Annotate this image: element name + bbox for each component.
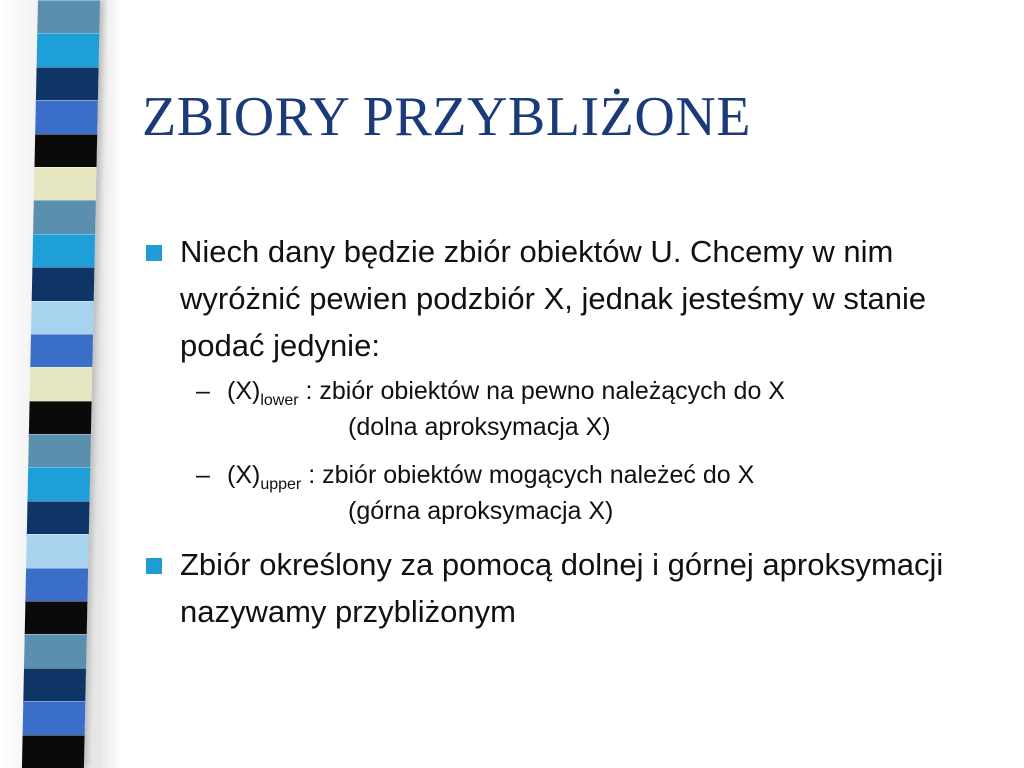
strip-band	[37, 0, 100, 35]
strip-band	[31, 301, 94, 336]
bullet-item	[140, 541, 1000, 635]
strip-band	[32, 267, 95, 302]
bullet-text: Niech dany będzie zbiór obiektów U. Chcemy w nim wyróżnić pewien podzbiór X, jednak jesteśmy w stanie podać jedynie:	[180, 234, 927, 363]
strip-band	[27, 467, 90, 502]
strip-band	[23, 701, 86, 736]
strip-band	[30, 367, 93, 402]
strip-band	[33, 200, 96, 235]
strip-band	[36, 67, 99, 102]
sub-bullet-subscript: upper	[260, 476, 302, 493]
strip-band	[28, 434, 91, 469]
sub-bullet-subscript: lower	[260, 392, 299, 409]
strip-band	[23, 668, 86, 703]
strip-band	[35, 100, 98, 135]
sub-bullet-note: (górna aproksymacja X)	[348, 497, 614, 525]
bullet-text: Zbiór określony za pomocą dolnej i górnej aproksymacji nazywamy przybliżonym	[180, 547, 944, 629]
dash-bullet-icon: –	[196, 377, 210, 405]
slide-content	[140, 228, 1000, 635]
square-bullet-icon	[146, 245, 162, 261]
strip-band	[34, 167, 97, 202]
strip-band	[34, 134, 97, 169]
sub-bullet-item	[140, 457, 1000, 529]
strip-band	[37, 33, 100, 68]
sub-bullet-term: (X)	[227, 461, 261, 489]
strip-band	[29, 401, 92, 436]
strip-band	[22, 735, 85, 768]
sub-bullet-description: : zbiór obiektów mogących należeć do X	[301, 461, 755, 489]
strip-band	[27, 501, 90, 536]
sub-bullet-note: (dolna aproksymacja X)	[348, 413, 611, 441]
strip-band	[25, 601, 88, 636]
strip-band	[24, 634, 87, 669]
strip-band	[26, 534, 89, 569]
square-bullet-icon	[146, 558, 162, 574]
strip-band	[25, 568, 88, 603]
sub-bullet-description: : zbiór obiektów na pewno należących do X	[298, 377, 785, 405]
sub-bullet-term: (X)	[227, 377, 261, 405]
strip-band	[30, 334, 93, 369]
sub-bullet-item	[140, 373, 1000, 445]
strip-band	[32, 234, 95, 269]
slide-title: ZBIORY PRZYBLIŻONE	[142, 86, 751, 148]
dash-bullet-icon: –	[196, 461, 210, 489]
bullet-item	[140, 228, 1000, 369]
